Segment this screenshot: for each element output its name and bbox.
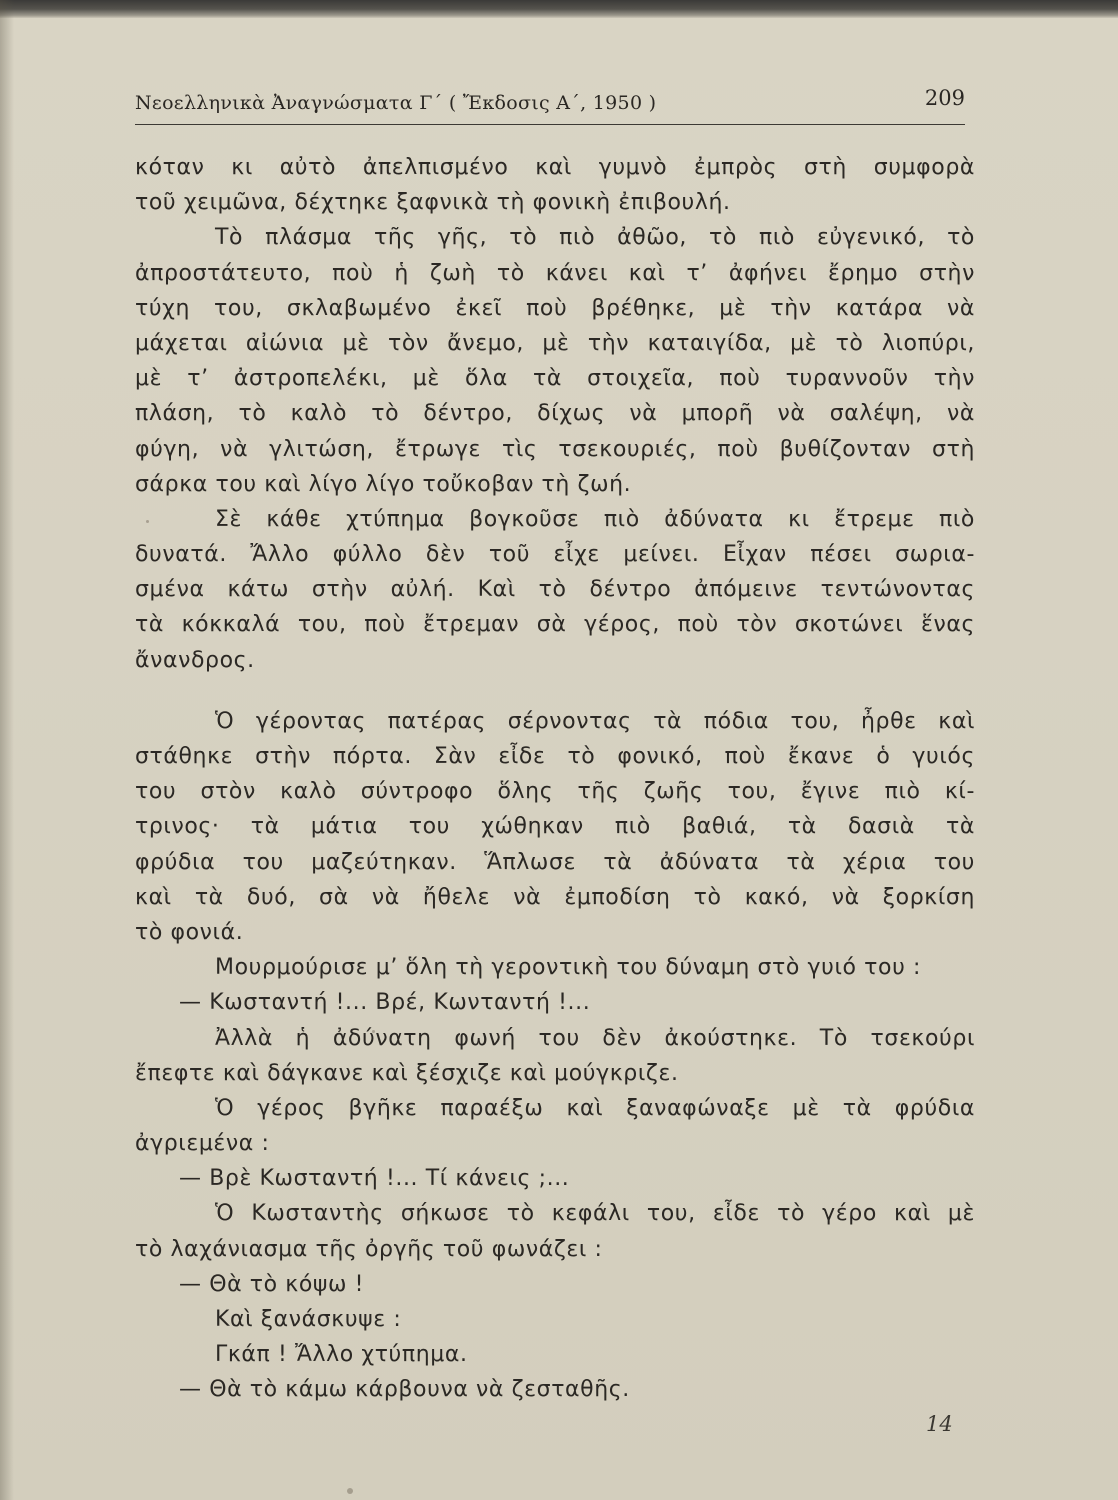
dialogue-line: — Θὰ τὸ κόψω ! (179, 1271, 365, 1297)
text-line: Σὲ κάθε χτύπημα βογκοῦσε πιὸ ἀδύνατα κι ἔτρεμε πιὸ (215, 506, 975, 532)
text-line: φρύδια του μαζεύτηκαν. Ἅπλωσε τὰ ἀδύνατα τὰ χέρια του (135, 849, 975, 875)
text-line: μὲ τ’ ἀστροπελέκι, μὲ ὅλα τὰ στοιχεῖα, ποὺ τυραννοῦν τὴν (135, 366, 975, 392)
text-line: Ὁ γέρος βγῆκε παραέξω καὶ ξαναφώναξε μὲ τὰ φρύδια (215, 1095, 975, 1121)
text-line: Καὶ ξανάσκυψε : (215, 1307, 402, 1332)
text-line: στάθηκε στὴν πόρτα. Σὰν εἶδε τὸ φονικό, ποὺ ἔκανε ὁ γυιός (135, 744, 975, 769)
text-line: Ὁ Κωσταντὴς σήκωσε τὸ κεφάλι του, εἶδε τὸ γέρο καὶ μὲ (215, 1201, 975, 1227)
page-number: 209 (924, 86, 965, 110)
body-text (135, 150, 975, 1408)
book-binding-edge (0, 0, 1118, 18)
header-title: Νεοελληνικὰ Ἀναγνώσματα Γ΄ ( Ἔκδοσις Α΄, 1950 ) (135, 92, 657, 114)
text-line: ἔπεφτε καὶ δάγκανε καὶ ξέσχιζε καὶ μούγκριζε. (135, 1060, 679, 1086)
text-line: μάχεται αἰώνια μὲ τὸν ἄνεμο, μὲ τὴν καταιγίδα, μὲ τὸ λιοπύρι, (135, 330, 975, 356)
text-line: Γκάπ ! Ἄλλο χτύπημα. (215, 1342, 468, 1368)
text-line: τὸ λαχάνιασμα τῆς ὀργῆς τοῦ φωνάζει : (135, 1236, 603, 1262)
page-edge-shadow (0, 0, 14, 1500)
running-header (135, 86, 965, 126)
text-line: ἄνανδρος. (135, 647, 255, 673)
text-line: σάρκα του καὶ λίγο λίγο τοὔκοβαν τὴ ζωή. (135, 471, 632, 497)
text-line: φύγη, νὰ γλιτώση, ἔτρωγε τὶς τσεκουριές, ποὺ βυθίζονταν στὴ (135, 436, 975, 462)
text-line: τύχη του, σκλαβωμένο ἐκεῖ ποὺ βρέθηκε, μὲ τὴν κατάρα νὰ (135, 295, 975, 321)
text-line: ἀγριεμένα : (135, 1131, 270, 1157)
header-rule (135, 124, 965, 125)
text-line: του στὸν καλὸ σύντροφο ὅλης τῆς ζωῆς του, ἔγινε πιὸ κί- (135, 779, 975, 805)
text-line: Ἀλλὰ ἡ ἀδύνατη φωνή του δὲν ἀκούστηκε. Τὸ τσεκούρι (215, 1025, 975, 1051)
text-line: Τὸ πλάσμα τῆς γῆς, τὸ πιὸ ἀθῶο, τὸ πιὸ εὐγενικό, τὸ (215, 225, 975, 251)
printer-signature-mark: 14 (926, 1412, 953, 1436)
text-line: καὶ τὰ δυό, σὰ νὰ ἤθελε νὰ ἐμποδίση τὸ κακό, νὰ ξορκίση (135, 884, 975, 910)
text-line: πλάση, τὸ καλὸ τὸ δέντρο, δίχως νὰ μπορῆ νὰ σαλέψη, νὰ (135, 401, 975, 427)
paper-speck (146, 520, 149, 523)
text-line: Ὁ γέροντας πατέρας σέρνοντας τὰ πόδια του, ἦρθε καὶ (215, 708, 975, 734)
text-line: τὸ φονιά. (135, 919, 244, 945)
dialogue-line: — Βρὲ Κωσταντή !... Τί κάνεις ;... (179, 1166, 570, 1192)
text-line: Μουρμούρισε μ’ ὅλη τὴ γεροντικὴ του δύναμη στὸ γυιό του : (215, 955, 922, 981)
text-line: τρινος· τὰ μάτια του χώθηκαν πιὸ βαθιά, τὰ δασιὰ τὰ (135, 814, 975, 840)
dialogue-line: — Θὰ τὸ κάμω κάρβουνα νὰ ζεσταθῆς. (179, 1377, 630, 1403)
text-line: τὰ κόκκαλά του, ποὺ ἔτρεμαν σὰ γέρος, ποὺ τὸν σκοτώνει ἕνας (135, 612, 975, 638)
text-line: τοῦ χειμῶνα, δέχτηκε ξαφνικὰ τὴ φονικὴ ἐπιβουλή. (135, 190, 731, 216)
text-line: σμένα κάτω στὴν αὐλή. Καὶ τὸ δέντρο ἀπόμεινε τεντώνοντας (135, 577, 975, 603)
text-line: κόταν κι αὐτὸ ἀπελπισμένο καὶ γυμνὸ ἐμπρὸς στὴ συμφορὰ (135, 155, 975, 180)
text-line: δυνατά. Ἄλλο φύλλο δὲν τοῦ εἶχε μείνει. Εἶχαν πέσει σωρια- (135, 542, 975, 568)
paragraph-gap (135, 678, 975, 704)
text-line: ἀπροστάτευτο, ποὺ ἡ ζωὴ τὸ κάνει καὶ τ’ ἀφήνει ἔρημο στὴν (135, 260, 975, 286)
paper-speck (372, 1030, 375, 1033)
paper-speck (347, 1488, 353, 1494)
dialogue-line: — Κωσταντή !... Βρέ, Κωνταντή !... (179, 990, 591, 1016)
